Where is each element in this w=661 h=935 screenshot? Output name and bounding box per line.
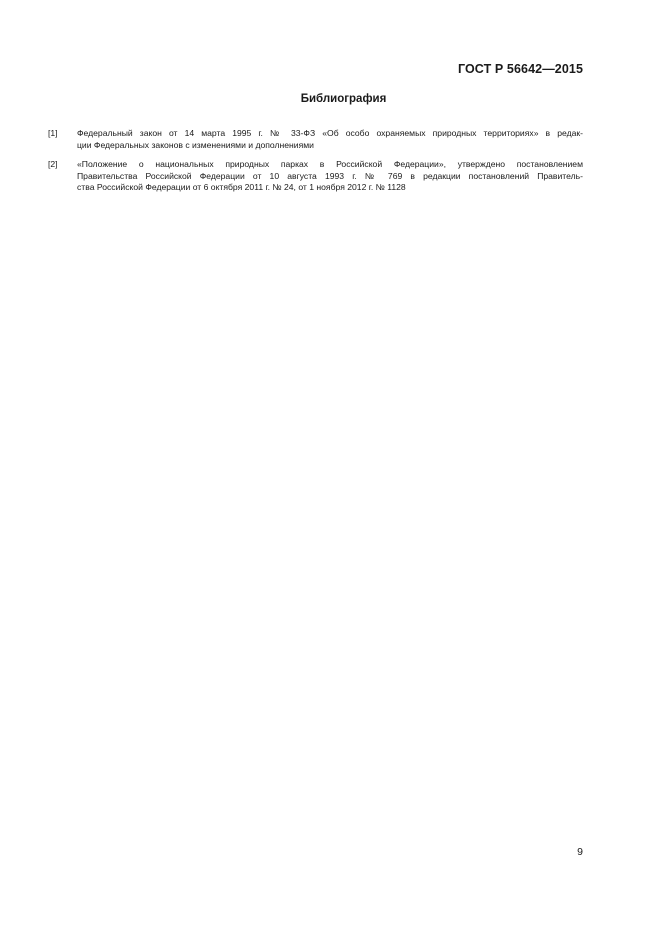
document-id: ГОСТ Р 56642—2015: [457, 62, 583, 76]
section-title: Библиография: [300, 93, 387, 105]
page-number: 9: [577, 846, 583, 858]
bibliography-entry-line: ства Российской Федерации от 6 октября 2011 г. № 24, от 1 ноября 2012 г. № 1128: [77, 182, 406, 193]
bibliography-entry-number: [1]: [48, 128, 58, 138]
bibliography-entry-text: [77, 128, 583, 151]
bibliography-entry-line: Правительства Российской Федерации от 10 августа 1993 г. № 769 в редакции постановлений Правитель-: [77, 170, 583, 181]
bibliography-entry: [48, 128, 583, 151]
bibliography-entry: [48, 159, 583, 194]
bibliography-entry-line: ции Федеральных законов с изменениями и дополнениями: [77, 139, 314, 150]
bibliography-entry-line: Федеральный закон от 14 марта 1995 г. № 33-ФЗ «Об особо охраняемых природных территориях» в редак-: [77, 128, 583, 138]
bibliography-list: [48, 128, 583, 202]
bibliography-entry-line: «Положение о национальных природных парках в Российской Федерации», утверждено постановлением: [77, 159, 583, 170]
bibliography-entry-number: [2]: [48, 159, 58, 170]
bibliography-entry-text: [77, 159, 583, 194]
